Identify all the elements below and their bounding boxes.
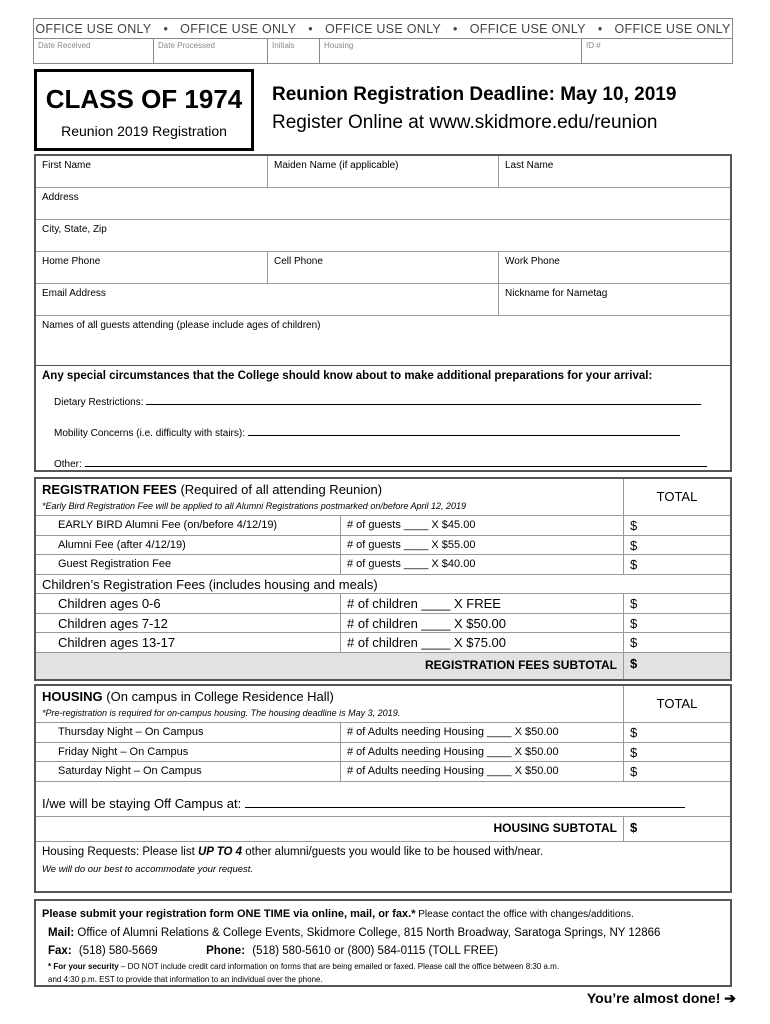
housing-section [34,684,732,893]
cell-phone-field[interactable] [268,252,499,283]
housing-total-field[interactable]: $ [630,764,638,779]
fees-subtotal-field[interactable]: $ [630,655,638,671]
housing-deadline-note: *Pre-registration is required for on-campus housing. The housing deadline is May 3, 2019. [42,708,401,718]
off-campus-label: I/we will be staying Off Campus at: [42,795,242,811]
separator-dot: • [308,21,313,36]
fee-row [36,555,730,575]
registration-deadline: Reunion Registration Deadline: May 10, 2019 [272,84,677,105]
fee-label: Guest Registration Fee [36,555,341,574]
nickname-label: Nickname for Nametag [505,288,608,299]
separator-dot: • [597,21,603,36]
child-fee-label: Children ages 0-6 [36,594,341,613]
email-row [36,284,730,316]
email-field[interactable] [36,284,499,315]
housing-calc-field[interactable]: # of Adults needing Housing ____ X $50.00 [341,762,624,781]
child-fee-row [36,594,730,614]
office-use-banner [34,19,732,38]
home-phone-field[interactable] [36,252,268,283]
mail-label: Mail: [48,927,75,939]
other-label: Other: [54,459,82,470]
housing-field[interactable]: Housing [320,39,582,64]
housing-row [36,743,730,763]
personal-info-section [34,154,732,472]
child-fee-calc-field[interactable]: # of children ____ X FREE [341,594,624,613]
class-subtitle: Reunion 2019 Registration [61,123,227,139]
child-fee-total-field[interactable]: $ [630,615,638,631]
fees-title-note: (Required of all attending Reunion) [176,482,383,497]
fee-calc-field[interactable]: # of guests ____ X $45.00 [341,516,624,535]
registration-fees-section [34,477,732,681]
other-line[interactable] [54,457,707,470]
fees-subtotal-label: REGISTRATION FEES SUBTOTAL [36,653,624,680]
city-field[interactable] [36,220,730,252]
work-phone-field[interactable] [499,252,730,283]
dietary-label: Dietary Restrictions: [54,397,144,408]
children-fees-heading-row [36,575,730,595]
date-received-field[interactable]: Date Received [34,39,154,64]
housing-night-label: Friday Night – On Campus [36,743,341,762]
maiden-name-label: Maiden Name (if applicable) [274,160,399,171]
fees-total-header: TOTAL [624,479,730,516]
last-name-label: Last Name [505,160,554,171]
fee-row [36,536,730,556]
child-fee-label: Children ages 13-17 [36,633,341,652]
first-name-label: First Name [42,160,91,171]
mobility-label: Mobility Concerns (i.e. difficulty with stairs): [54,428,245,439]
last-name-field[interactable] [499,156,730,187]
housing-row [36,723,730,743]
name-row [36,156,730,188]
office-use-label: OFFICE USE ONLY [324,21,442,36]
email-label: Email Address [42,288,106,299]
housing-row [36,762,730,782]
housing-header [36,686,624,723]
fee-calc-field[interactable]: # of guests ____ X $55.00 [341,536,624,555]
work-phone-label: Work Phone [505,256,560,267]
child-fee-total-field[interactable]: $ [630,635,638,650]
class-title: CLASS OF 1974 [45,84,243,114]
nickname-field[interactable] [499,284,730,315]
housing-requests-label-rest: other alumni/guests you would like to be housed with/near. [242,846,544,858]
almost-done-text: You’re almost done! ➔ [586,990,736,1006]
office-use-label: OFFICE USE ONLY [614,21,731,36]
separator-dot: • [453,21,458,36]
housing-total-field[interactable]: $ [630,725,638,740]
fee-calc-field[interactable]: # of guests ____ X $40.00 [341,555,624,574]
security-note-label: * For your security [48,962,119,971]
housing-requests-label: Housing Requests: Please list [42,846,198,858]
housing-night-label: Saturday Night – On Campus [36,762,341,781]
phone-label: Phone: [206,945,246,957]
register-online-text: Register Online at www.skidmore.edu/reunion [272,112,658,133]
special-circumstances-title: Any special circumstances that the College should know about to make additional preparations for your arrival: [42,370,653,382]
office-use-label: OFFICE USE ONLY [180,21,297,36]
first-name-field[interactable] [36,156,268,187]
fee-total-field[interactable]: $ [630,537,638,553]
submit-contact-note: Please contact the office with changes/additions. [415,909,634,920]
housing-requests-limit: UP TO 4 [197,846,243,858]
id-field[interactable]: ID # [586,41,601,50]
children-fees-title: Children’s Registration Fees (includes housing and meals) [42,576,378,592]
fee-label: Alumni Fee (after 4/12/19) [36,536,341,555]
home-phone-label: Home Phone [42,256,101,267]
cell-phone-label: Cell Phone [274,256,323,267]
address-label: Address [42,192,79,203]
initials-field[interactable]: Initials [268,39,320,64]
dietary-line[interactable] [54,395,701,408]
housing-subtotal-row [36,817,730,842]
fax-number: (518) 580-5669 [78,945,158,957]
guests-label: Names of all guests attending (please include ages of children) [42,320,321,331]
security-note-continued: and 4:30 p.m. EST to provide that information to an individual over the phone. [48,975,323,984]
child-fee-label: Children ages 7-12 [36,614,341,633]
child-fee-calc-field[interactable]: # of children ____ X $75.00 [341,633,624,652]
city-label: City, State, Zip [42,224,107,235]
fee-total-field[interactable]: $ [630,557,638,572]
phone-number: (518) 580-5610 or (800) 584-0115 (TOLL FREE) [252,945,499,957]
child-fee-row [36,614,730,634]
housing-total-header: TOTAL [624,686,730,723]
off-campus-row[interactable] [36,782,730,818]
fee-label: EARLY BIRD Alumni Fee (on/before 4/12/19) [36,516,341,535]
child-fee-calc-field[interactable]: # of children ____ X $50.00 [341,614,624,633]
office-use-fields [34,38,732,64]
housing-requests-text[interactable] [42,846,543,858]
maiden-name-field[interactable] [268,156,499,187]
office-use-box [33,18,733,64]
submission-instructions [34,899,732,987]
fees-header [36,479,624,516]
early-bird-note: *Early Bird Registration Fee will be applied to all Alumni Registrations postmarked on/before April 12, 2019 [42,501,467,511]
housing-calc-field[interactable]: # of Adults needing Housing ____ X $50.00 [341,743,624,762]
class-title-box [34,69,254,151]
fax-label: Fax: [48,945,72,957]
phone-row [36,252,730,284]
housing-title: HOUSING [42,689,103,704]
housing-subtotal-field[interactable]: $ [630,820,638,835]
office-use-label: OFFICE USE ONLY [469,21,586,36]
mail-address: Office of Alumni Relations & College Events, Skidmore College, 815 North Broadway, Saratoga Springs, NY 12866 [74,927,661,939]
housing-calc-field[interactable]: # of Adults needing Housing ____ X $50.00 [341,723,624,742]
housing-total-field[interactable]: $ [630,744,638,760]
guests-field[interactable] [36,316,730,366]
date-processed-field[interactable]: Date Processed [154,39,268,64]
mobility-line[interactable] [54,426,680,439]
child-fee-row [36,633,730,653]
fees-title: REGISTRATION FEES [42,482,177,497]
fees-subtotal-row [36,653,730,680]
fee-total-field[interactable]: $ [630,518,638,533]
housing-title-note: (On campus in College Residence Hall) [102,689,334,704]
separator-dot: • [163,21,169,36]
fee-row [36,516,730,536]
housing-night-label: Thursday Night – On Campus [36,723,341,742]
address-field[interactable] [36,188,730,220]
office-use-label: OFFICE USE ONLY [35,21,152,36]
child-fee-total-field[interactable]: $ [630,596,638,611]
housing-subtotal-label: HOUSING SUBTOTAL [36,817,624,841]
security-note: – DO NOT include credit card information on forms that are being emailed or faxed. Please call the office between 8:30 a.m. [118,962,560,971]
submit-heading: Please submit your registration form ONE TIME via online, mail, or fax.* [42,908,416,920]
housing-requests-note: We will do our best to accommodate your request. [42,864,254,875]
